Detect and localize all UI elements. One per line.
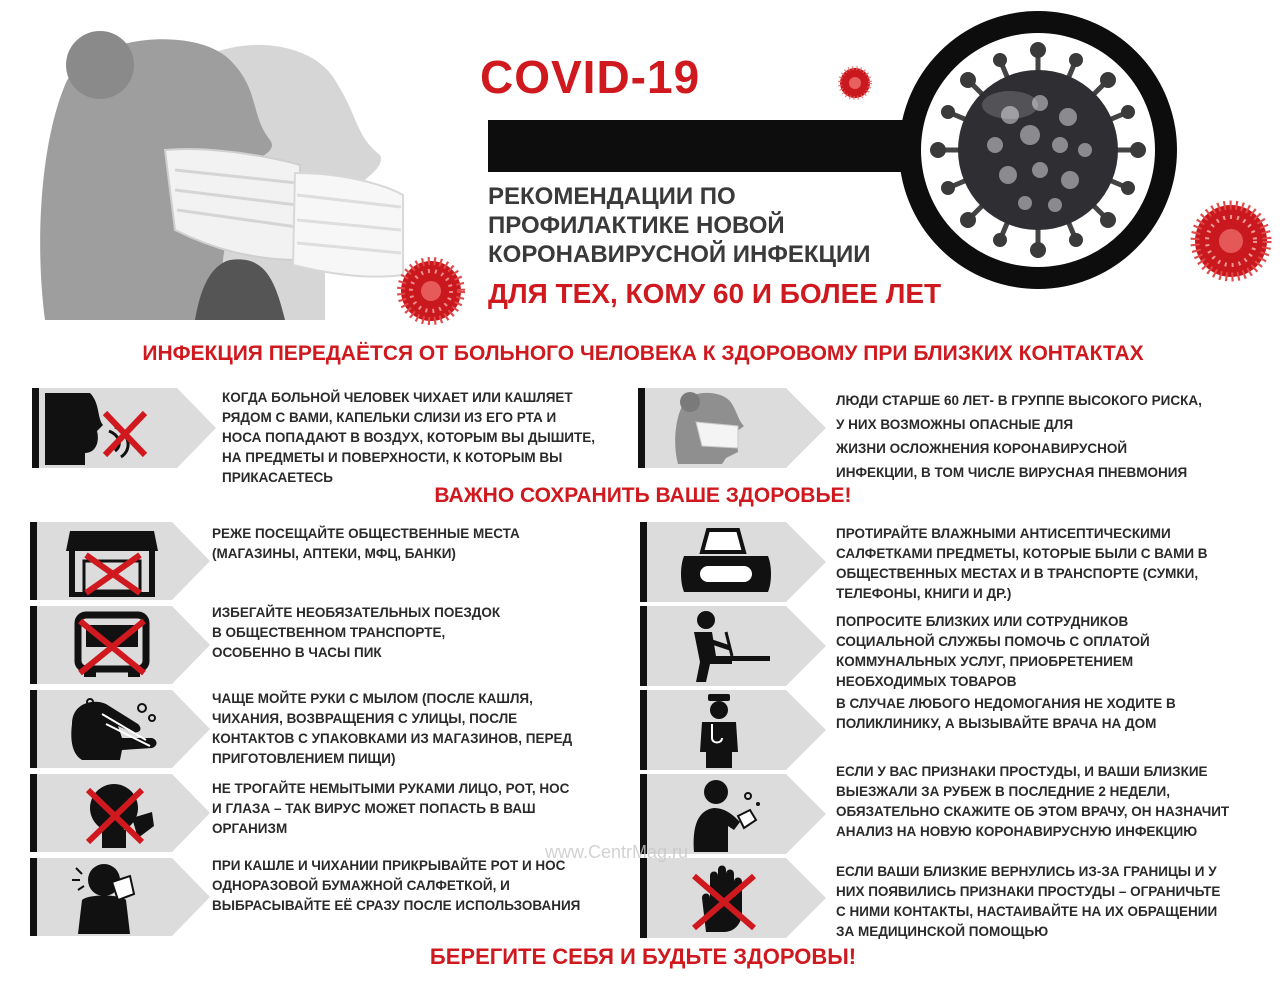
text-line: ОБЩЕСТВЕННЫХ МЕСТАХ И В ТРАНСПОРТЕ (СУМКИ, [836, 566, 1199, 581]
bus-icon [72, 611, 152, 679]
text-line: ПРИКАСАЕТЕСЬ [222, 470, 333, 485]
stop-hand-icon [688, 862, 760, 934]
tissue-cough-icon [68, 860, 148, 934]
footer-banner: БЕРЕГИТЕ СЕБЯ И БУДЬТЕ ЗДОРОВЫ! [429, 944, 857, 969]
text-line: ТЕЛЕФОНЫ, КНИГИ И ДР.) [836, 586, 1012, 601]
text-line: ЛЮДИ СТАРШЕ 60 ЛЕТ- В ГРУППЕ ВЫСОКОГО РИСКА, [836, 393, 1202, 408]
virus-icon-right [1188, 198, 1274, 284]
face-touch-icon [78, 778, 158, 848]
text-line: КОНТАКТОВ С УПАКОВКАМИ ИЗ МАГАЗИНОВ, ПЕРЕД [212, 731, 573, 746]
text-line: КОГДА БОЛЬНОЙ ЧЕЛОВЕК ЧИХАЕТ ИЛИ КАШЛЯЕТ [222, 390, 573, 405]
text-line: ПРИГОТОВЛЕНИЕМ ПИЩИ) [212, 751, 396, 766]
text-line: ЧИХАНИЯ, ВОЗВРАЩЕНИЯ С УЛИЦЫ, ПОСЛЕ [212, 711, 518, 726]
hand-wash-icon [62, 694, 162, 764]
virus-icon-small [392, 252, 470, 330]
text-line: ОДНОРАЗОВОЙ БУМАЖНОЙ САЛФЕТКОЙ, И [212, 878, 510, 893]
text-line: ИНФЕКЦИИ, В ТОМ ЧИСЛЕ ВИРУСНАЯ ПНЕВМОНИЯ [836, 465, 1188, 480]
text-line: РЕЖЕ ПОСЕЩАЙТЕ ОБЩЕСТВЕННЫЕ МЕСТА [212, 526, 520, 541]
text-line: У НИХ ВОЗМОЖНЫ ОПАСНЫЕ ДЛЯ [836, 417, 1074, 432]
text-line: ПОЛИКЛИНИКУ, А ВЫЗЫВАЙТЕ ВРАЧА НА ДОМ [836, 716, 1157, 731]
text-line: ИЗБЕГАЙТЕ НЕОБЯЗАТЕЛЬНЫХ ПОЕЗДОК [212, 605, 501, 620]
text-line: В СЛУЧАЕ ЛЮБОГО НЕДОМОГАНИЯ НЕ ХОДИТЕ В [836, 696, 1176, 711]
subtitle-line: КОРОНАВИРУСНОЙ ИНФЕКЦИИ [488, 241, 871, 268]
shop-icon [62, 527, 162, 597]
text-line: (МАГАЗИНЫ, АПТЕКИ, МФЦ, БАНКИ) [212, 546, 456, 561]
audience-heading: ДЛЯ ТЕХ, КОМУ 60 И БОЛЕЕ ЛЕТ [488, 278, 942, 309]
text-line: И ГЛАЗА – ТАК ВИРУС МОЖЕТ ПОПАСТЬ В ВАШ [212, 801, 536, 816]
tip-text [836, 862, 1220, 942]
text-line: ВЫБРАСЫВАЙТЕ ЕЁ СРАЗУ ПОСЛЕ ИСПОЛЬЗОВАНИЯ [212, 898, 581, 913]
coughing-person-icon [684, 776, 764, 852]
text-line: СОЦИАЛЬНОЙ СЛУЖБЫ ПОМОЧЬ С ОПЛАТОЙ [836, 634, 1150, 649]
text-line: ЕСЛИ ВАШИ БЛИЗКИЕ ВЕРНУЛИСЬ ИЗ-ЗА ГРАНИЦЫ И У [836, 864, 1217, 879]
text-line: НИХ ПОЯВИЛИСЬ ПРИЗНАКИ ПРОСТУДЫ – ОГРАНИЧЬТЕ [836, 884, 1221, 899]
watermark: www.CentrMag.ru [545, 842, 689, 862]
text-line: В ОБЩЕСТВЕННОМ ТРАНСПОРТЕ, [212, 625, 446, 640]
text-line: НА ПРЕДМЕТЫ И ПОВЕРХНОСТИ, К КОТОРЫМ ВЫ [222, 450, 563, 465]
sneeze-icon [45, 393, 155, 465]
tip-text [212, 689, 572, 769]
title-bar-decoration [488, 120, 918, 172]
subtitle-line: РЕКОМЕНДАЦИИ ПО [488, 183, 736, 210]
health-banner: ВАЖНО СОХРАНИТЬ ВАШЕ ЗДОРОВЬЕ! [434, 484, 852, 507]
wipes-icon [678, 526, 774, 598]
tip-text [836, 694, 1176, 734]
text-line: АНАЛИЗ НА НОВУЮ КОРОНАВИРУСНУЮ ИНФЕКЦИЮ [836, 824, 1198, 839]
text-line: ОСОБЕННО В ЧАСЫ ПИК [212, 645, 382, 660]
text-line: ЖИЗНИ ОСЛОЖНЕНИЯ КОРОНАВИРУСНОЙ [836, 441, 1128, 456]
intro-left-text [222, 388, 595, 488]
text-line: РЯДОМ С ВАМИ, КАПЕЛЬКИ СЛИЗИ ИЗ ЕГО РТА И [222, 410, 557, 425]
text-line: ОРГАНИЗМ [212, 821, 288, 836]
text-line: САЛФЕТКАМИ ПРЕДМЕТЫ, КОТОРЫЕ БЫЛИ С ВАМИ В [836, 546, 1208, 561]
tip-text [212, 779, 569, 839]
text-line: ПРИ КАШЛЕ И ЧИХАНИИ ПРИКРЫВАЙТЕ РОТ И НОС [212, 858, 566, 873]
tip-text [212, 856, 580, 916]
page-title: COVID-19 [480, 51, 701, 103]
virus-icon-top [836, 64, 874, 102]
text-line: С НИМИ КОНТАКТЫ, НАСТАИВАЙТЕ НА ИХ ОБРАЩЕНИИ [836, 904, 1218, 919]
text-line: ОБЯЗАТЕЛЬНО СКАЖИТЕ ОБ ЭТОМ ВРАЧУ, ОН НАЗНАЧИТ [836, 804, 1230, 819]
text-line: ЕСЛИ У ВАС ПРИЗНАКИ ПРОСТУДЫ, И ВАШИ БЛИЗКИЕ [836, 764, 1208, 779]
tip-text [212, 524, 520, 564]
text-line: ПРОТИРАЙТЕ ВЛАЖНЫМИ АНТИСЕПТИЧЕСКИМИ [836, 526, 1171, 541]
text-line: НЕ ТРОГАЙТЕ НЕМЫТЫМИ РУКАМИ ЛИЦО, РОТ, НОС [212, 781, 570, 796]
transmission-banner: ИНФЕКЦИЯ ПЕРЕДАЁТСЯ ОТ БОЛЬНОГО ЧЕЛОВЕКА К ЗДОРОВОМУ ПРИ БЛИЗКИХ КОНТАКТАХ [142, 342, 1144, 365]
doctor-icon [692, 692, 746, 768]
intro-right-text [836, 389, 1202, 485]
text-line: ЗА МЕДИЦИНСКОЙ ПОМОЩЬЮ [836, 924, 1049, 939]
text-line: НЕОБХОДИМЫХ ТОВАРОВ [836, 674, 1017, 689]
text-line: ЧАЩЕ МОЙТЕ РУКИ С МЫЛОМ (ПОСЛЕ КАШЛЯ, [212, 691, 533, 706]
text-line: НОСА ПОПАДАЮТ В ВОЗДУХ, КОТОРЫМ ВЫ ДЫШИТЕ, [222, 430, 596, 445]
subtitle-line: ПРОФИЛАКТИКЕ НОВОЙ [488, 212, 785, 239]
tip-text [836, 612, 1150, 692]
tip-text [836, 524, 1208, 604]
text-line: ВЫЕЗЖАЛИ ЗА РУБЕЖ В ПОСЛЕДНИЕ 2 НЕДЕЛИ, [836, 784, 1170, 799]
laptop-person-icon [682, 608, 772, 684]
tip-text [836, 762, 1229, 842]
elderly-mask-icon [672, 392, 752, 464]
subtitle [488, 182, 958, 269]
text-line: ПОПРОСИТЕ БЛИЗКИХ ИЛИ СОТРУДНИКОВ [836, 614, 1129, 629]
masked-faces-illustration [25, 25, 405, 320]
tip-text [212, 603, 500, 663]
text-line: КОММУНАЛЬНЫХ УСЛУГ, ПРИОБРЕТЕНИЕМ [836, 654, 1134, 669]
